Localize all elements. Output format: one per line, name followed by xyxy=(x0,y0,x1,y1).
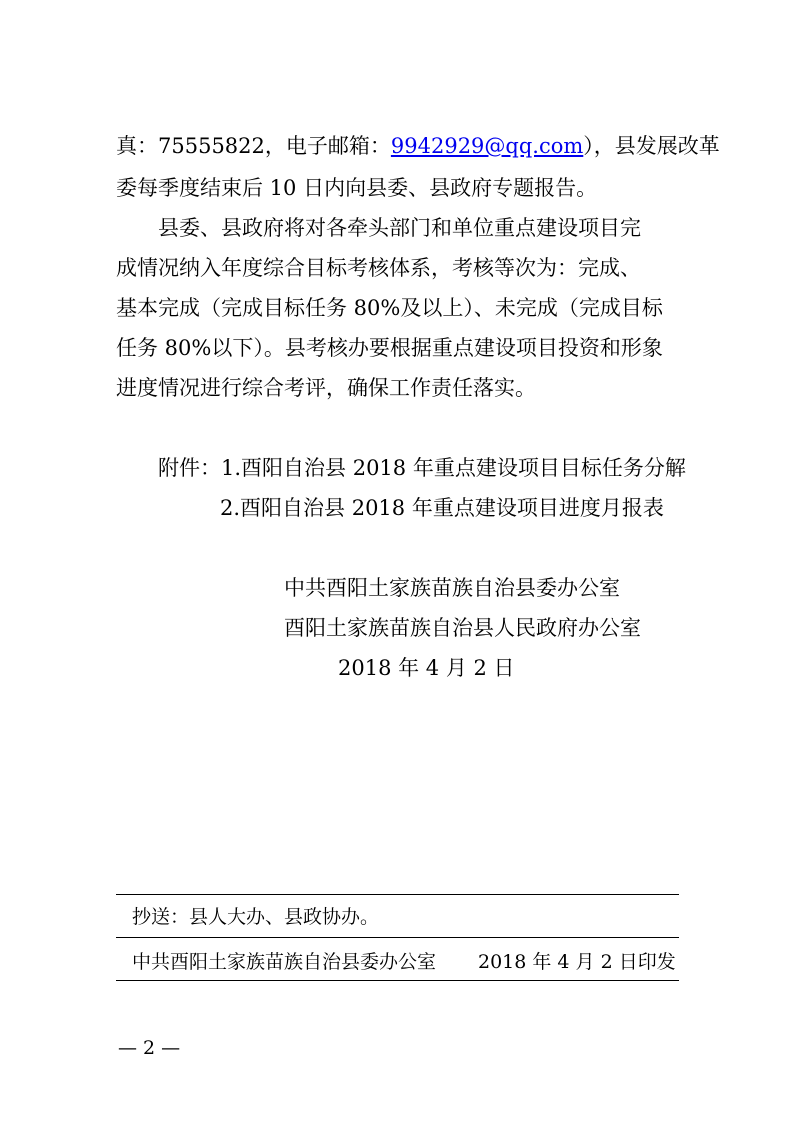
body-line-3: 县委、县政府将对各牵头部门和单位重点建设项目完 xyxy=(158,216,641,240)
body-line-6: 任务 80%以下）。县考核办要根据重点建设项目投资和形象 xyxy=(116,336,663,360)
attachment-label: 附件： xyxy=(158,456,221,480)
attachment-2: 2.酉阳自治县 2018 年重点建设项目进度月报表 xyxy=(220,496,664,520)
footer-issue-date: 2018 年 4 月 2 日印发 xyxy=(478,951,676,973)
body-line-4: 成情况纳入年度综合目标考核体系，考核等次为：完成、 xyxy=(116,256,641,280)
body-line-1 xyxy=(116,132,720,160)
footer-issuer: 中共酉阳土家族苗族自治县委办公室 xyxy=(132,951,437,973)
body-line-7: 进度情况进行综合考评，确保工作责任落实。 xyxy=(116,376,536,400)
page-number: — 2 — xyxy=(118,1037,181,1059)
footer-cc: 抄送：县人大办、县政协办。 xyxy=(132,906,380,928)
footer-bottom-rule xyxy=(116,980,679,981)
signature-org-2: 酉阳土家族苗族自治县人民政府办公室 xyxy=(284,616,641,640)
signature-date: 2018 年 4 月 2 日 xyxy=(338,656,515,680)
body-line-5: 基本完成（完成目标任务 80%及以上）、未完成（完成目标 xyxy=(116,296,663,320)
footer-top-rule xyxy=(116,894,679,895)
contact-text: 真：75555822，电子邮箱： xyxy=(116,134,391,158)
footer-middle-rule xyxy=(116,937,679,938)
contact-suffix: ），县发展改革 xyxy=(583,134,720,158)
body-line-2: 委每季度结束后 10 日内向县委、县政府专题报告。 xyxy=(116,176,598,200)
signature-org-1: 中共酉阳土家族苗族自治县委办公室 xyxy=(284,576,620,600)
attachment-1 xyxy=(158,454,686,482)
attachment-item-1: 1.酉阳自治县 2018 年重点建设项目目标任务分解 xyxy=(221,456,686,480)
email-link[interactable]: 9942929@qq.com xyxy=(390,134,584,158)
